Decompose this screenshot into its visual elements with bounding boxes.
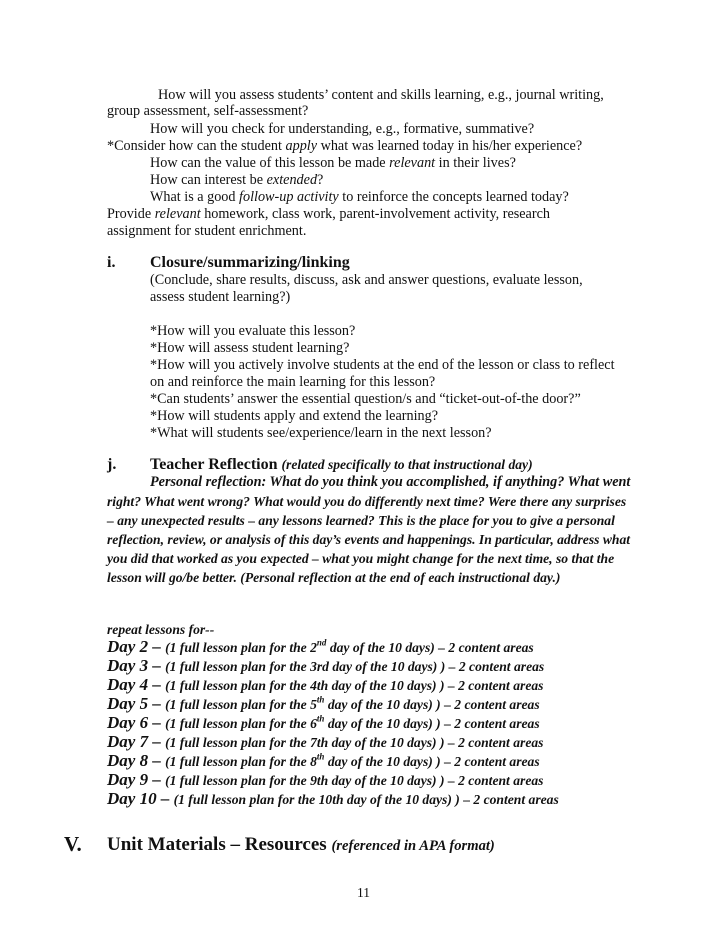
repeat-intro: repeat lessons for--: [107, 622, 215, 637]
reflection-line-3: – any unexpected results – any lessons learned? This is the place for you to give a personal: [107, 513, 615, 528]
assess-line-1: How will you assess students’ content and skills learning, e.g., journal writing,: [158, 87, 604, 103]
day-ordinal-suffix: th: [316, 694, 325, 705]
day-row: [107, 637, 534, 657]
day-row: [107, 789, 559, 809]
day-desc-rest: day of the 10 days) ) – 2 content areas: [324, 697, 540, 712]
day-desc: (1 full lesson plan for the 5: [165, 697, 317, 712]
reflection-line-4: reflection, review, or analysis of this day’s events and happenings. In particular, address what: [107, 532, 631, 547]
closure-desc-1: (Conclude, share results, discuss, ask and answer questions, evaluate lesson,: [150, 272, 583, 288]
day-label: Day 2 –: [107, 637, 166, 656]
closure-question-5: *Can students’ answer the essential question/s and “ticket-out-of-the door?”: [150, 391, 581, 407]
day-label: Day 5 –: [107, 694, 166, 713]
reflection-line-1: Personal reflection: What do you think you accomplished, if anything? What went: [150, 474, 631, 490]
day-ordinal-suffix: nd: [316, 637, 327, 648]
closure-marker: i.: [107, 254, 116, 271]
section-numeral: V.: [64, 832, 82, 856]
assess-line-3: How will you check for understanding, e.g., formative, summative?: [150, 121, 535, 137]
day-row: [107, 675, 543, 695]
closure-question-1: *How will you evaluate this lesson?: [150, 323, 356, 339]
reflection-heading: Teacher Reflection (related specifically to that instructional day): [150, 456, 533, 473]
closure-question-7: *What will students see/experience/learn in the next lesson?: [150, 425, 492, 441]
day-row: [107, 732, 543, 752]
day-ordinal-suffix: th: [316, 713, 325, 724]
reflection-line-2: right? What went wrong? What would you do differently next time? Were there any surprises: [107, 494, 627, 509]
day-desc: (1 full lesson plan for the 2: [165, 640, 317, 655]
day-ordinal-suffix: th: [316, 751, 325, 762]
assess-line-9: assignment for student enrichment.: [107, 223, 307, 239]
assess-line-4: *Consider how can the student apply what was learned today in his/her experience?: [107, 138, 583, 154]
day-label: Day 4 –: [107, 675, 166, 694]
day-desc-rest: day of the 10 days) ) – 2 content areas: [324, 754, 540, 769]
reflection-line-6: lesson will go/be better. (Personal reflection at the end of each instructional day.): [107, 570, 561, 585]
day-desc: (1 full lesson plan for the 7th day of the 10 days) ) – 2 content areas: [165, 735, 544, 750]
day-desc: (1 full lesson plan for the 9th day of the 10 days) ) – 2 content areas: [165, 773, 544, 788]
day-desc: (1 full lesson plan for the 3rd day of the 10 days) ) – 2 content areas: [165, 659, 545, 674]
assess-line-5: How can the value of this lesson be made relevant in their lives?: [150, 155, 516, 171]
day-desc: (1 full lesson plan for the 4th day of the 10 days) ) – 2 content areas: [165, 678, 544, 693]
day-desc: (1 full lesson plan for the 10th day of the 10 days) ) – 2 content areas: [173, 792, 559, 807]
closure-question-3: *How will you actively involve students at the end of the lesson or class to reflect: [150, 357, 615, 373]
section-title: Unit Materials – Resources (referenced in APA format): [107, 834, 495, 855]
closure-question-6: *How will students apply and extend the learning?: [150, 408, 439, 424]
day-label: Day 6 –: [107, 713, 166, 732]
page-number: 11: [357, 885, 370, 900]
day-row: [107, 694, 540, 714]
day-desc-rest: day of the 10 days) ) – 2 content areas: [324, 716, 540, 731]
day-label: Day 8 –: [107, 751, 166, 770]
reflection-line-5: you did that worked as you expected – what you might change for the next time, so that the: [107, 551, 615, 566]
day-label: Day 10 –: [107, 789, 174, 808]
day-label: Day 9 –: [107, 770, 166, 789]
day-desc-rest: day of the 10 days) – 2 content areas: [326, 640, 534, 655]
day-desc: (1 full lesson plan for the 8: [165, 754, 317, 769]
day-row: [107, 770, 543, 790]
assess-line-7: What is a good follow-up activity to reinforce the concepts learned today?: [150, 189, 569, 205]
day-row: [107, 656, 544, 676]
closure-question-4: on and reinforce the main learning for this lesson?: [150, 374, 436, 390]
assess-line-6: How can interest be extended?: [150, 172, 324, 188]
day-desc: (1 full lesson plan for the 6: [165, 716, 317, 731]
day-label: Day 7 –: [107, 732, 166, 751]
assess-line-2: group assessment, self-assessment?: [107, 103, 309, 119]
closure-question-2: *How will assess student learning?: [150, 340, 350, 356]
reflection-marker: j.: [107, 456, 117, 473]
day-row: [107, 751, 540, 771]
assess-line-8: Provide relevant homework, class work, parent-involvement activity, research: [107, 206, 550, 222]
day-label: Day 3 –: [107, 656, 166, 675]
day-row: [107, 713, 540, 733]
closure-heading: Closure/summarizing/linking: [150, 254, 350, 271]
closure-desc-2: assess student learning?): [150, 289, 291, 305]
